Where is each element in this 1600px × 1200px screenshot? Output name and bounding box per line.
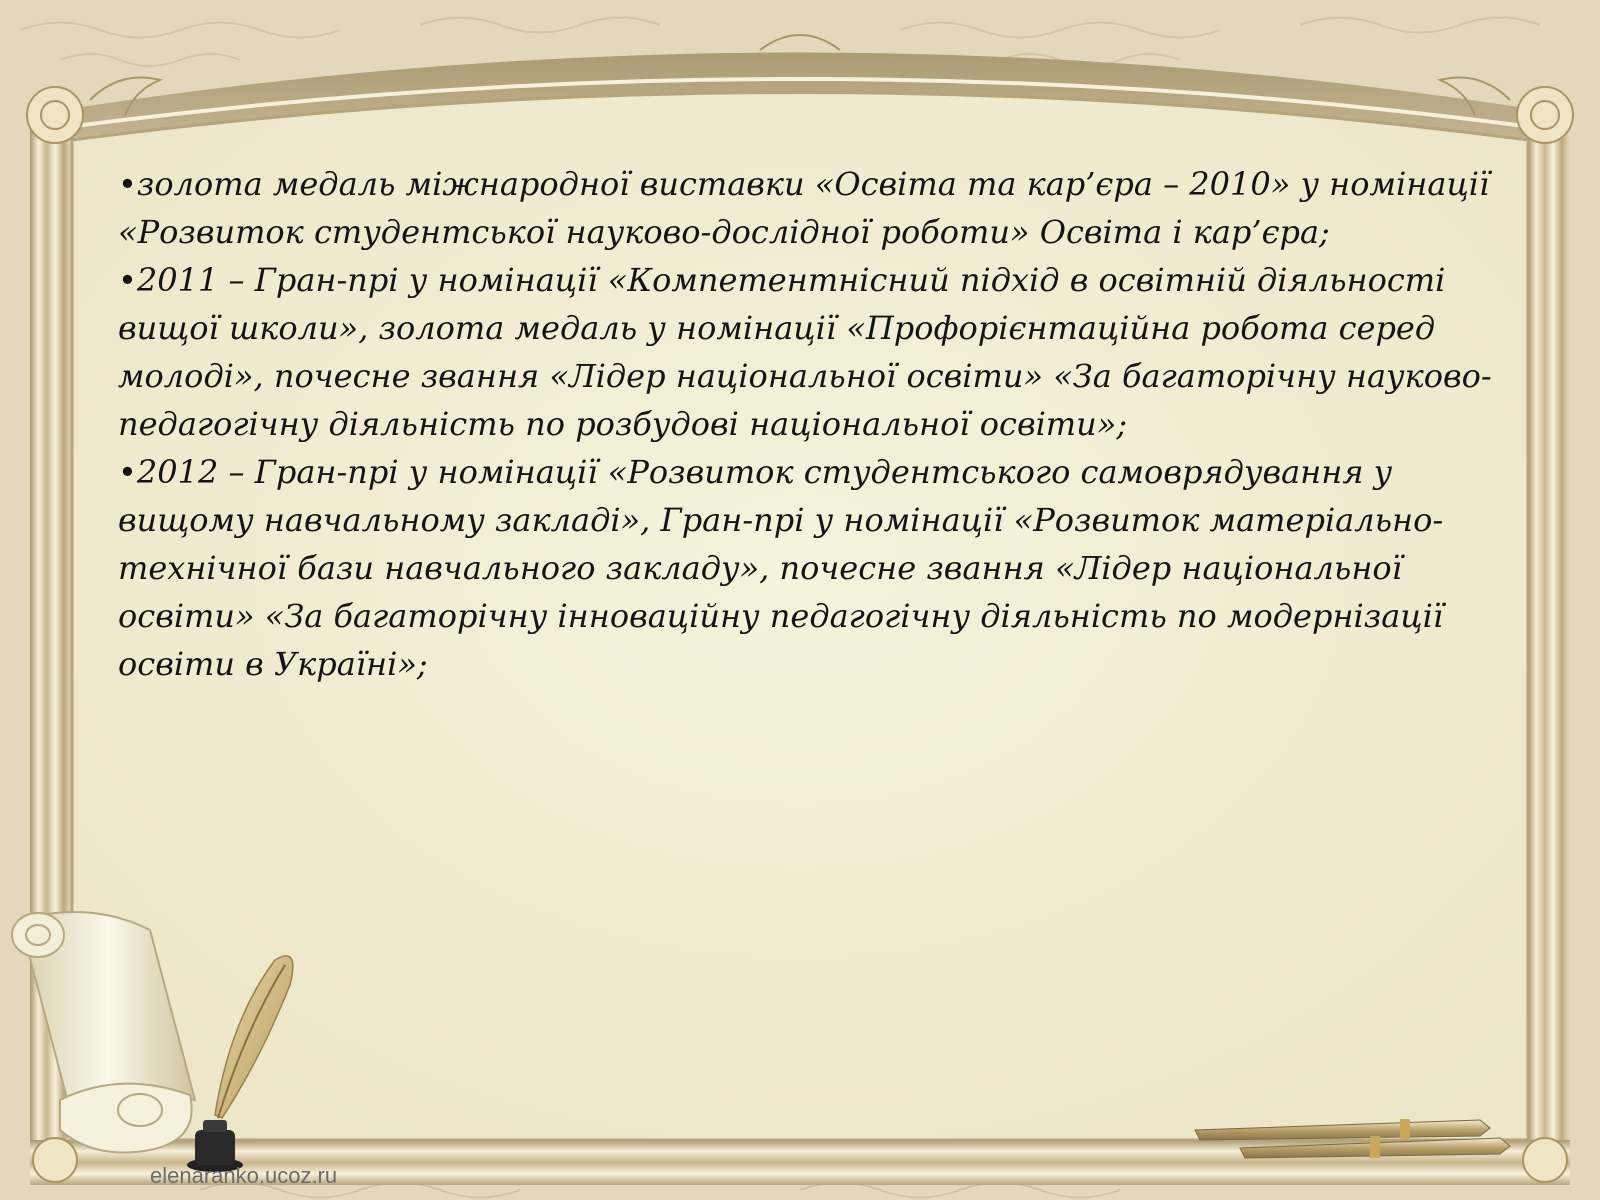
watermark-text: elenaranko.ucoz.ru (150, 1163, 338, 1188)
bullet-item: •золота медаль міжнародної виставки «Освіта та кар’єра – 2010» у номінації «Розвиток студентської науково-дослідної роботи» Освіта і кар’єра; (118, 165, 1490, 251)
slide-body (118, 160, 1508, 800)
bullet-item: •2012 – Гран-прі у номінації «Розвиток студентського самоврядування у вищому навчальному закладі», Гран-прі у номінації «Розвиток матеріально-технічної бази навчального закладу», почесне звання «Лідер національної освіти» «За багаторічну інноваційну педагогічну діяльність по модернізації освіти в Україні»; (118, 453, 1444, 683)
bullet-item: •2011 – Гран-прі у номінації «Компетентнісний підхід в освітній діяльності вищої школи», золота медаль у номінації «Профорієнтаційна робота серед молоді», почесне звання «Лідер національної освіти» «За багаторічну науково-педагогічну діяльність по розбудові національної освіти»; (118, 261, 1492, 443)
